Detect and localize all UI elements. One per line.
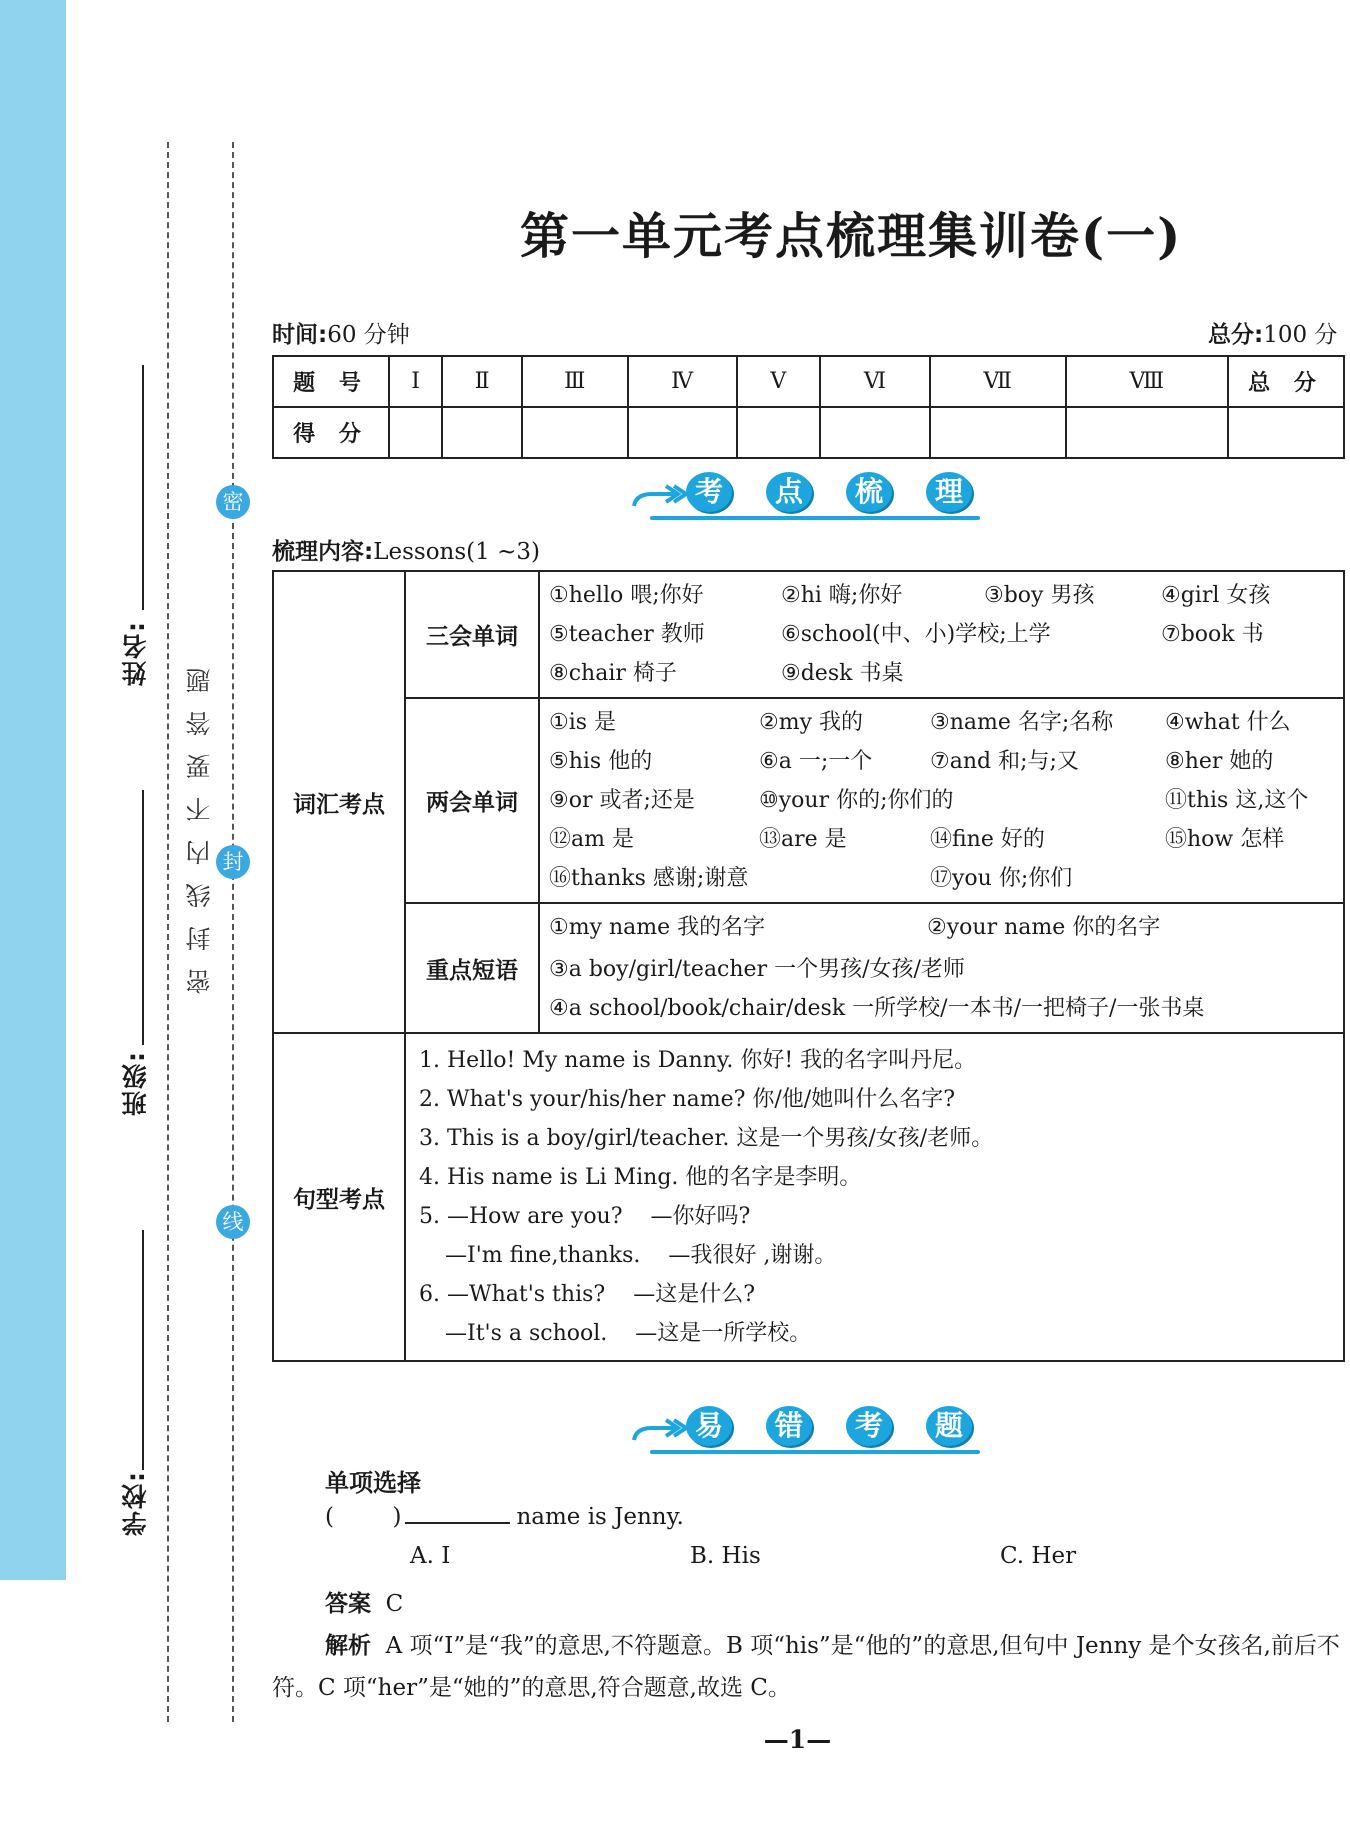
sentence-category: 句型考点 (273, 1033, 405, 1361)
vocab-word: ⑮how 怎样 (1165, 827, 1285, 852)
col-1: Ⅰ (389, 356, 442, 407)
sentence-cn: —你好吗? (650, 1204, 751, 1229)
vocab-word: ⑩your 你的;你们的 (759, 788, 954, 813)
phrases-label: 重点短语 (405, 903, 539, 1033)
sentence-en: 6. —What's this? (419, 1282, 606, 1307)
phrases-list-cont (541, 950, 1342, 1031)
sentence-en: 5. —How are you? (419, 1204, 623, 1229)
phrase-item: ③a boy/girl/teacher 一个男孩/女孩/老师 (549, 957, 965, 982)
lianghui-word-list (541, 700, 1342, 901)
class-label: 班级: (121, 1050, 150, 1116)
col-3: Ⅲ (522, 356, 628, 407)
single-choice-heading: 单项选择 (325, 1469, 421, 1497)
vocab-word: ③boy 男孩 (984, 583, 1095, 608)
sentence-item (419, 1275, 1330, 1314)
sentence-item (419, 1197, 1330, 1236)
sentence-item (419, 1236, 1330, 1275)
seal-circle-xian: 线 (216, 1205, 250, 1239)
explanation (272, 1625, 1345, 1709)
col-5: Ⅴ (737, 356, 820, 407)
school-blank-line (142, 1230, 144, 1470)
sentence-en: —It's a school. (445, 1321, 608, 1346)
sentence-cn: —这是一所学校。 (635, 1321, 812, 1346)
option-c: C. Her (1000, 1543, 1077, 1569)
total-info (1208, 316, 1350, 349)
score-cell[interactable] (442, 407, 522, 458)
banner-char: 梳 (846, 472, 892, 512)
fill-blank[interactable] (405, 1502, 510, 1524)
banner-char: 理 (926, 472, 972, 512)
vocab-word: ⑨desk 书桌 (781, 661, 904, 686)
question-number-head: 题 号 (273, 356, 389, 407)
col-2: Ⅱ (442, 356, 522, 407)
vocab-word: ⑨or 或者;还是 (549, 788, 695, 813)
vocab-row-lianghui (273, 698, 1344, 903)
sentence-item: 2. What's your/his/her name? 你/他/她叫什么名字? (419, 1087, 956, 1112)
seal-notice: 密封线内不要答题 (185, 650, 214, 994)
seal-circle-feng: 封 (216, 845, 250, 879)
arrow-icon (630, 1410, 690, 1450)
sentence-en: —I'm fine,thanks. (445, 1243, 641, 1268)
name-blank-line (142, 365, 144, 610)
vocab-word: ①hello 喂;你好 (549, 583, 704, 608)
vocab-row-phrases (273, 903, 1344, 1033)
vocab-word (1165, 859, 1325, 898)
question-line (325, 1502, 684, 1530)
vocab-row-sanhui (273, 571, 1344, 698)
col-8: Ⅷ (1066, 356, 1228, 407)
page-title: 第一单元考点梳理集训卷(一) (520, 207, 1183, 265)
sentence-cell (405, 1033, 1344, 1361)
vocab-word: ③name 名字;名称 (930, 710, 1114, 735)
lianghui-cell (539, 698, 1344, 903)
vocab-word: ⑯thanks 感谢;谢意 (549, 866, 749, 891)
score-cell[interactable] (628, 407, 737, 458)
banner-underline (650, 516, 980, 520)
vocab-word: ⑰you 你;你们 (930, 866, 1073, 891)
vocab-word: ⑦book 书 (1161, 622, 1264, 647)
score-cell[interactable] (820, 407, 930, 458)
vocab-word: ②hi 嗨;你好 (781, 583, 903, 608)
class-blank-line (142, 790, 144, 1045)
sentence-item: 4. His name is Li Ming. 他的名字是李明。 (419, 1165, 862, 1190)
vocab-word (984, 615, 1161, 654)
vocab-word (759, 859, 930, 898)
sanhui-word-list (541, 573, 1342, 696)
col-6: Ⅵ (820, 356, 930, 407)
banner-char: 易 (686, 1406, 732, 1446)
outline-value: Lessons(1 ~3) (373, 539, 540, 565)
banner-char: 错 (766, 1406, 812, 1446)
banner-char: 题 (926, 1406, 972, 1446)
vocab-word: ⑧chair 椅子 (549, 661, 677, 686)
score-table-score-row (273, 407, 1344, 458)
explain-text: A 项“I”是“我”的意思,不符题意。B 项“his”是“他的”的意思,但句中 Jenny 是个女孩名,前后不符。C 项“her”是“她的”的意思,符合题意,故选 C。 (272, 1633, 1340, 1701)
answer-paren[interactable]: ( ) (325, 1504, 402, 1530)
knowledge-table (272, 570, 1345, 1362)
total-head: 总 分 (1228, 356, 1344, 407)
banner-char: 考 (686, 472, 732, 512)
vocab-word (984, 654, 1161, 693)
phrase-item: ④a school/book/chair/desk 一所学校/一本书/一把椅子/一张书桌 (549, 996, 1205, 1021)
banner-common-errors (630, 1400, 990, 1458)
vocab-word: ⑪this 这,这个 (1165, 788, 1309, 813)
vocab-word: ⑤his 他的 (549, 749, 653, 774)
phrase-item: ①my name 我的名字 (549, 915, 766, 940)
score-cell[interactable] (522, 407, 628, 458)
page-number: —1— (763, 1725, 832, 1754)
binding-dash-line-inner (232, 142, 234, 1722)
vocab-word: ⑬are 是 (759, 827, 847, 852)
sentence-item: 3. This is a boy/girl/teacher. 这是一个男孩/女孩/老师。 (419, 1126, 994, 1151)
time-value: 60 分钟 (327, 322, 410, 348)
answer-line (325, 1585, 403, 1618)
score-cell[interactable] (930, 407, 1066, 458)
score-head: 得 分 (273, 407, 389, 458)
option-b: B. His (690, 1543, 761, 1569)
arrow-icon (630, 476, 690, 516)
score-table-header-row (273, 356, 1344, 407)
vocab-word: ⑫am 是 (549, 827, 634, 852)
vocab-category: 词汇考点 (273, 571, 405, 1033)
banner-underline (650, 1450, 980, 1454)
vocab-word: ⑦and 和;与;又 (930, 749, 1079, 774)
sentence-row (273, 1033, 1344, 1361)
vocab-word: ⑥school(中、小)学校;上学 (781, 622, 1051, 647)
vocab-word: ⑤teacher 教师 (549, 622, 705, 647)
time-info (272, 316, 410, 349)
vocab-word: ④what 什么 (1165, 710, 1291, 735)
name-label: 姓名: (121, 620, 150, 686)
banner-key-points (630, 466, 990, 524)
vocab-word (1161, 654, 1331, 693)
school-label: 学校: (121, 1470, 150, 1536)
score-table (272, 355, 1345, 459)
col-4: Ⅳ (628, 356, 737, 407)
explain-label: 解析 (325, 1633, 371, 1659)
vocab-word: ⑥a 一;一个 (759, 749, 873, 774)
outline-line (272, 533, 540, 566)
binding-dash-line (167, 142, 169, 1722)
outline-label: 梳理内容: (272, 539, 374, 565)
question-text: name is Jenny. (516, 1504, 684, 1530)
score-cell[interactable] (389, 407, 442, 458)
sentence-cn: —这是什么? (633, 1282, 755, 1307)
sanhui-label: 三会单词 (405, 571, 539, 698)
lianghui-label: 两会单词 (405, 698, 539, 903)
vocab-word: ⑭fine 好的 (930, 827, 1045, 852)
phrase-item: ②your name 你的名字 (927, 915, 1161, 940)
answer-value: C (385, 1591, 404, 1617)
sentence-list (407, 1035, 1342, 1359)
option-a: A. I (410, 1543, 451, 1569)
vocab-word: ②my 我的 (759, 710, 864, 735)
score-cell-total[interactable] (1228, 407, 1344, 458)
score-cell[interactable] (1066, 407, 1228, 458)
phrases-list (541, 905, 1342, 950)
phrases-cell (539, 903, 1344, 1033)
banner-char: 考 (846, 1406, 892, 1446)
vocab-word: ⑧her 她的 (1165, 749, 1274, 774)
col-7: Ⅶ (930, 356, 1066, 407)
sentence-item: 1. Hello! My name is Danny. 你好! 我的名字叫丹尼。 (419, 1048, 977, 1073)
banner-char: 点 (766, 472, 812, 512)
total-label: 总分: (1208, 322, 1264, 348)
sentence-cn: —我很好 ,谢谢。 (668, 1243, 837, 1268)
binding-strip (0, 0, 66, 1580)
sanhui-cell (539, 571, 1344, 698)
vocab-word: ①is 是 (549, 710, 617, 735)
time-label: 时间: (272, 322, 328, 348)
answer-label: 答案 (325, 1591, 371, 1617)
score-cell[interactable] (737, 407, 820, 458)
vocab-word (930, 781, 1165, 820)
total-value: 100 分 (1263, 322, 1338, 348)
sentence-item (419, 1314, 1330, 1353)
vocab-word: ④girl 女孩 (1161, 583, 1271, 608)
seal-circle-mi: 密 (216, 485, 250, 519)
